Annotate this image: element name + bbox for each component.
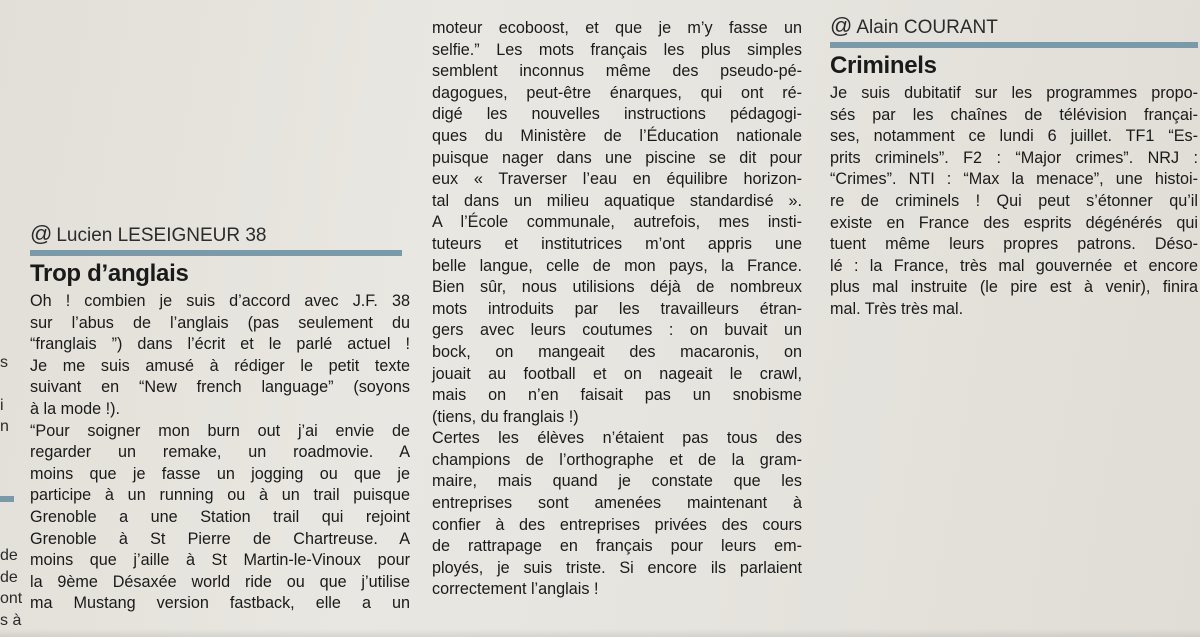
text-line: regarder un remake, un roadmovie. A <box>30 443 410 462</box>
cut-off-fragment: n <box>0 418 9 435</box>
text-line: moteur ecoboost, et que je m’y fasse un <box>432 19 802 37</box>
text-line: semblent inconnus même des pseudo-pé- <box>432 62 802 81</box>
headline: Criminels <box>830 52 937 79</box>
text-line: existe en France des esprits dégénérés qui <box>830 213 1198 232</box>
cut-off-left-column <box>0 330 22 631</box>
text-line: gers avec leurs coutumes : on buvait un <box>432 321 802 340</box>
cut-off-fragment: s <box>0 353 8 371</box>
text-line: sés par les chaînes de télévision françai- <box>830 105 1198 124</box>
text-line: entreprises sont amenées maintenant à <box>432 494 802 513</box>
cut-off-fragment: de <box>0 547 18 564</box>
byline <box>830 14 1198 40</box>
letter-alain-courant <box>830 14 1198 321</box>
letter-body <box>30 291 410 615</box>
byline <box>30 222 410 248</box>
cut-off-fragment: ont <box>0 590 22 607</box>
cut-off-fragment: s à <box>0 611 22 629</box>
text-line: Je me suis amusé à rédiger le petit texte <box>30 356 410 375</box>
text-line: tuent même leurs propres patrons. Déso- <box>830 235 1198 254</box>
cut-off-fragment <box>0 373 22 395</box>
text-line: la 9ème Désaxée world ride ou que j’utilise <box>30 572 410 591</box>
cut-off-rule <box>0 496 14 502</box>
byline-rule <box>830 42 1198 48</box>
page-bottom-shadow <box>0 629 1200 637</box>
text-line: ployés, je suis triste. Si encore ils parlaient <box>432 558 802 577</box>
text-line: plus mal instruite (le pire est à venir), finira <box>830 278 1198 297</box>
text-line: digé les nouvelles instructions pédagogi- <box>432 105 802 124</box>
letter-lucien-leseigneur <box>30 222 410 615</box>
text-line: dagogues, peut-être énarques, qui ont ré- <box>432 83 802 102</box>
letter-body-continued <box>432 18 802 601</box>
text-line: Oh ! combien je suis d’accord avec J.F. 38 <box>30 292 410 310</box>
text-line: moins que j’aille à St Martin-le-Vinoux pour <box>30 551 410 570</box>
text-line: tal dans un milieu aquatique standardisé ». <box>432 191 802 210</box>
cut-off-fragment <box>0 330 22 352</box>
author-name: Lucien LESEIGNEUR 38 <box>56 225 267 246</box>
text-line: “franglais ”) dans l’écrit et le parlé actuel ! <box>30 335 410 354</box>
cut-off-fragment: i <box>0 396 4 414</box>
text-line: lé : la France, très mal gouvernée et encore <box>830 256 1198 275</box>
text-line: Bien sûr, nous utilisions déjà de nombreux <box>432 278 802 297</box>
text-line: à la mode !). <box>30 399 120 418</box>
cut-off-fragment <box>0 459 22 481</box>
text-line: eux « Traverser l’eau en équilibre horizon- <box>432 170 802 189</box>
text-line: moins que je fasse un jogging ou que je <box>30 464 410 483</box>
text-line: (tiens, du franglais !) <box>432 407 579 426</box>
text-line: “Pour soigner mon burn out j’ai envie de <box>30 421 410 440</box>
text-line: maire, mais quand je constate que les <box>432 472 802 491</box>
text-line: sur l’abus de l’anglais (pas seulement du <box>30 313 410 332</box>
byline-rule <box>30 250 402 256</box>
at-icon: @ <box>830 13 853 38</box>
at-icon: @ <box>30 221 53 246</box>
text-line: A l’École communale, autrefois, mes insti- <box>432 213 802 232</box>
text-line: suivant en “New french language” (soyons <box>30 378 410 397</box>
text-line: selfie.” Les mots français les plus simples <box>432 40 802 59</box>
headline: Trop d’anglais <box>30 260 189 287</box>
text-line: Je suis dubitatif sur les programmes propo- <box>830 84 1198 102</box>
author-name: Alain COURANT <box>856 17 998 38</box>
text-line: Grenoble à St Pierre de Chartreuse. A <box>30 529 410 548</box>
text-line: belle langue, celle de mon pays, la France. <box>432 256 802 275</box>
text-line: prits criminels”. F2 : “Major crimes”. NRJ : <box>830 148 1198 167</box>
text-line: de rattrapage en français pour leurs em- <box>432 537 802 556</box>
cut-off-fragment <box>0 524 22 546</box>
cut-off-fragment: de <box>0 568 18 586</box>
text-line: bock, on mangeait des macaronis, on <box>432 342 802 361</box>
letter-continuation <box>432 18 802 601</box>
text-line: confier à des entreprises privées des cours <box>432 515 802 534</box>
text-line: tuteurs et institutrices m’ont appris une <box>432 234 802 253</box>
text-line: correctement l’anglais ! <box>432 580 599 599</box>
text-line: participe à un running ou à un trail puisque <box>30 486 410 505</box>
text-line: ses, notamment ce lundi 6 juillet. TF1 “Es- <box>830 127 1198 146</box>
cut-off-fragment <box>0 438 22 460</box>
text-line: mots introduits par les travailleurs étran- <box>432 299 802 318</box>
text-line: mais on n’en faisait pas un snobisme <box>432 386 802 405</box>
text-line: Certes les élèves n’étaient pas tous des <box>432 429 802 448</box>
text-line: ques du Ministère de l’Éducation nationale <box>432 126 802 145</box>
text-line: Grenoble a une Station trail qui rejoint <box>30 507 410 526</box>
cut-off-fragment <box>0 502 22 524</box>
text-line: mal. Très très mal. <box>830 299 964 318</box>
text-line: “Crimes”. NTI : “Max la menace”, une histoi- <box>830 170 1198 189</box>
text-line: re de criminels ! Qui peut s’étonner qu’il <box>830 191 1198 210</box>
text-line: puisque nager dans une piscine se dit pour <box>432 148 802 167</box>
text-line: jouait au football et on nageait le crawl, <box>432 364 802 383</box>
text-line: champions de l’orthographe et de la gram- <box>432 450 802 469</box>
text-line: ma Mustang version fastback, elle a un <box>30 594 410 613</box>
letter-body <box>830 83 1198 321</box>
